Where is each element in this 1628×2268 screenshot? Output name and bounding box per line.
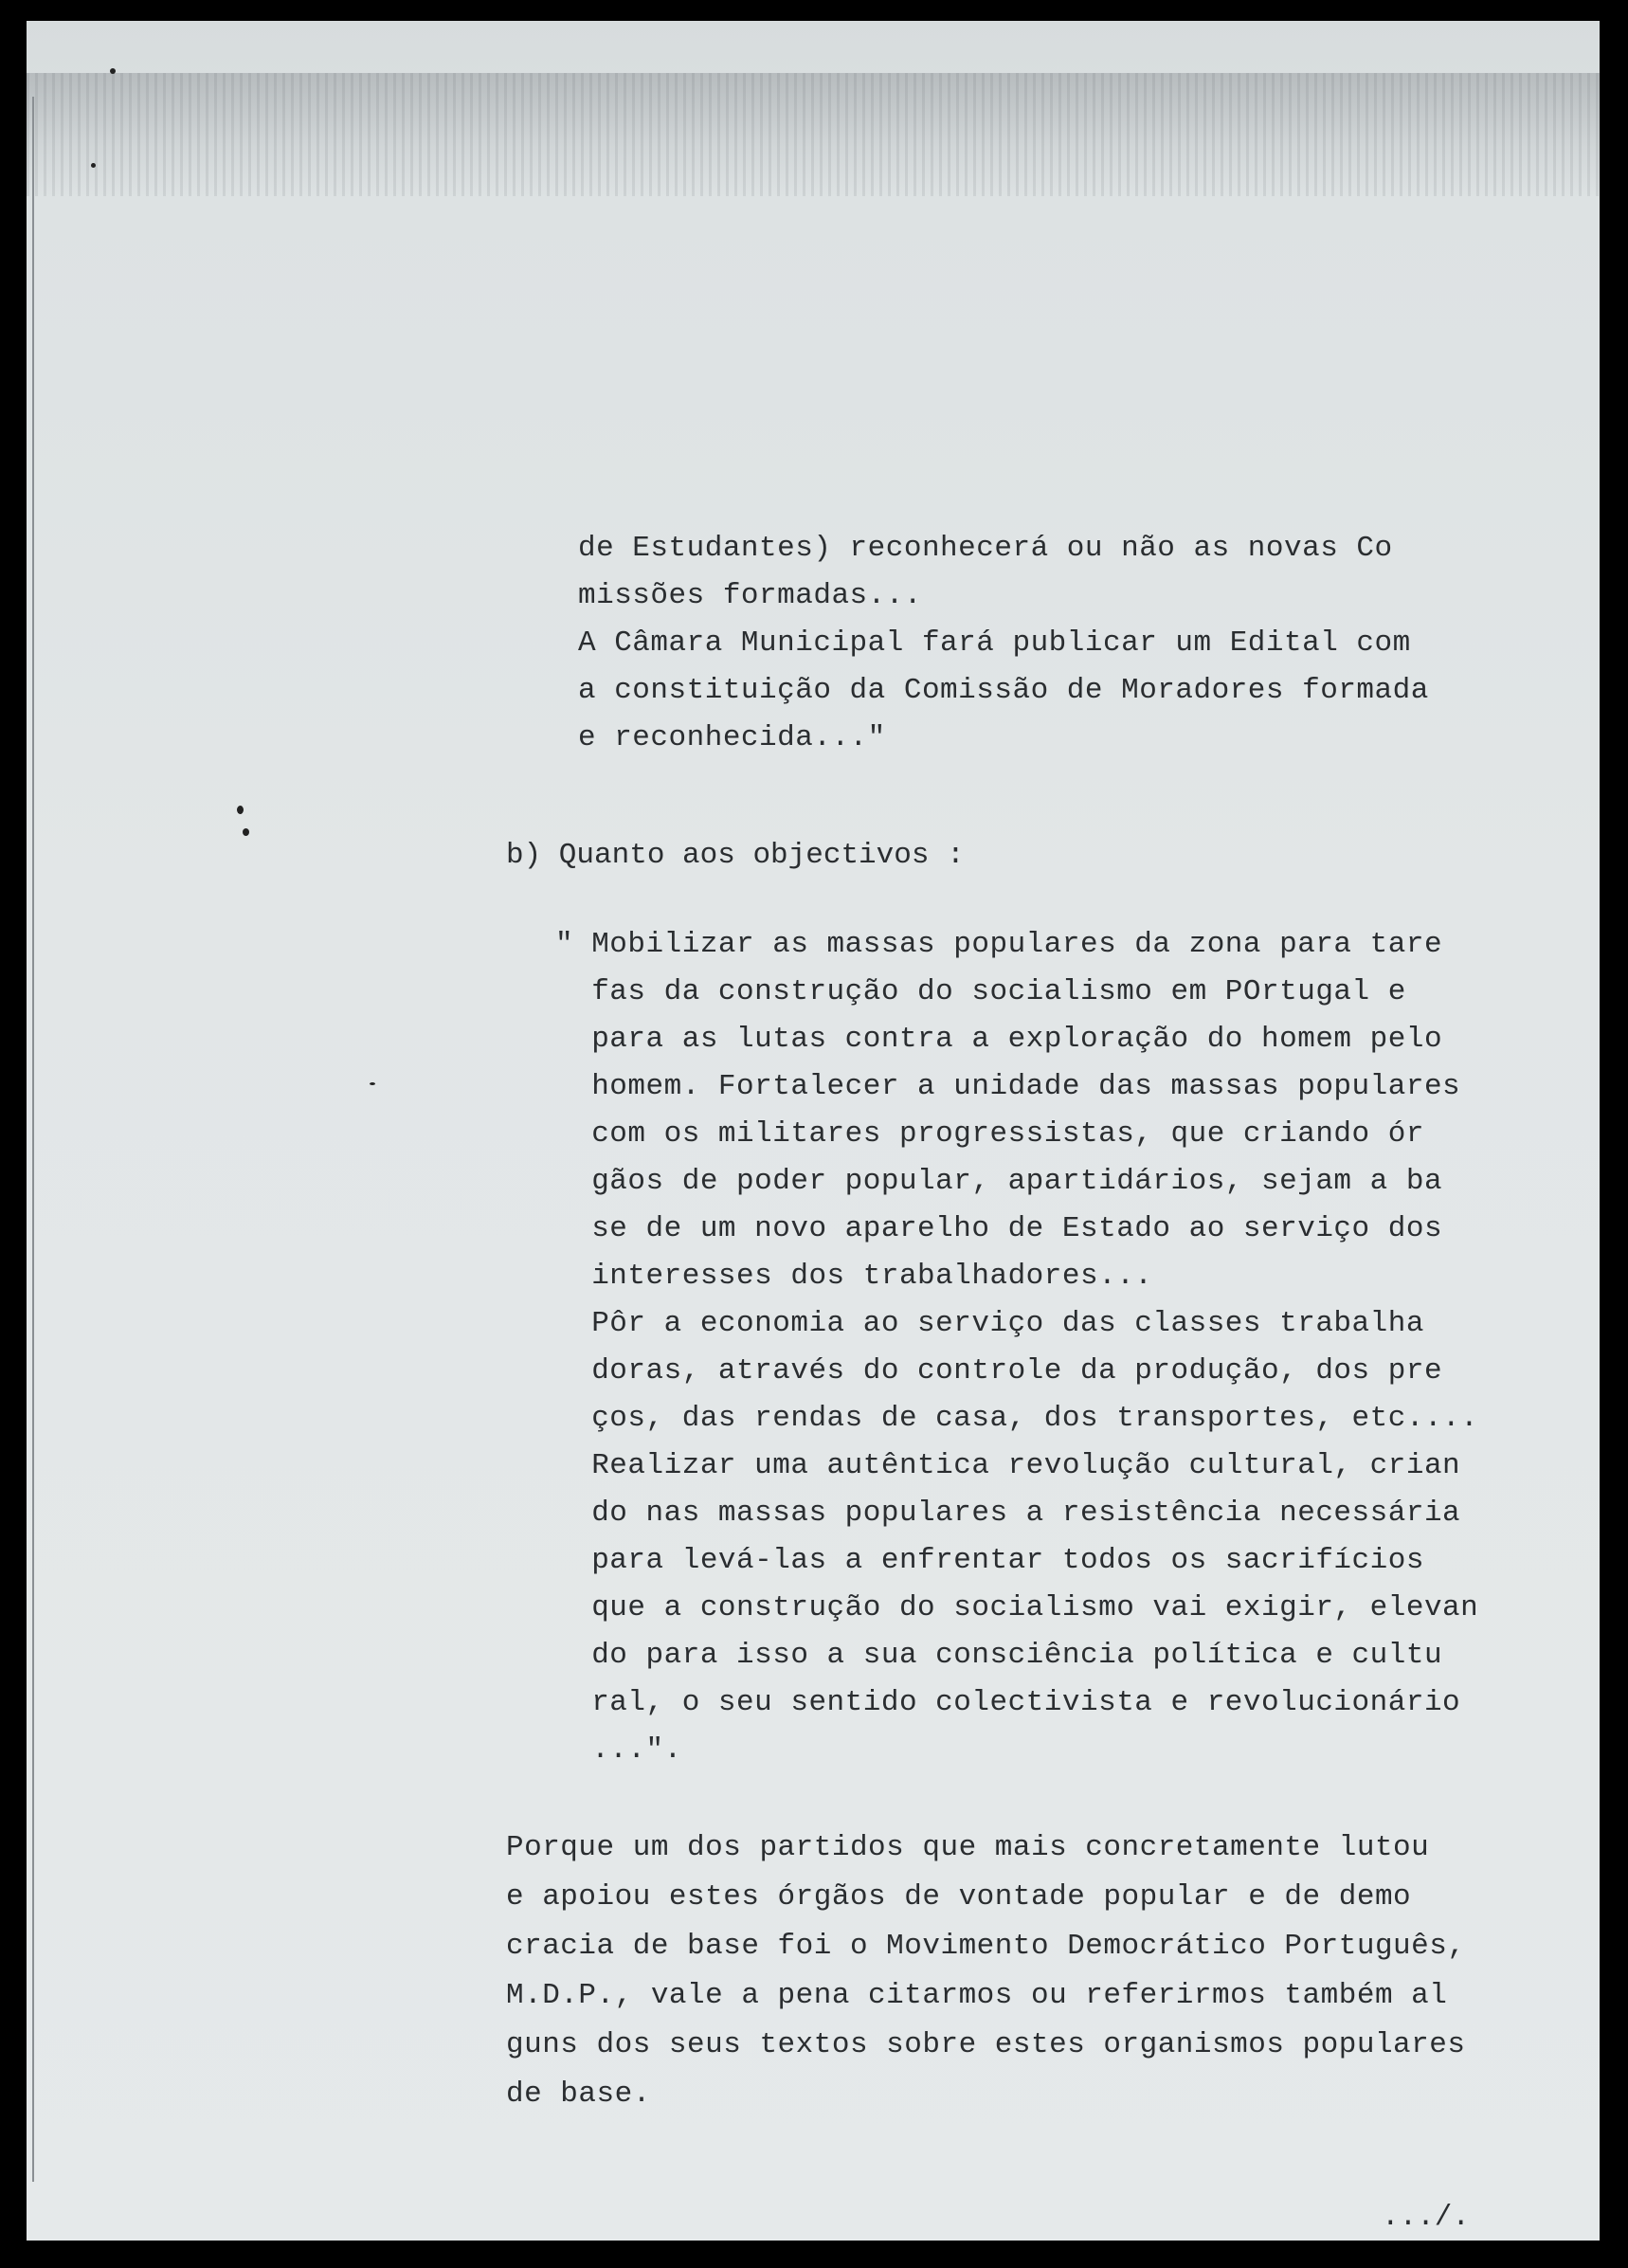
section-heading: b) Quanto aos objectivos : [506, 839, 965, 872]
page-continuation-mark: .../. [1382, 2201, 1471, 2234]
binding-edge-line [32, 97, 34, 2182]
text-line: do para isso a sua consciência política e cultu [555, 1639, 1443, 1672]
text-line: e reconhecida..." [578, 721, 886, 754]
text-line: Pôr a economia ao serviço das classes trabalha [555, 1307, 1424, 1340]
ink-speck [91, 163, 96, 168]
text-line: e apoiou estes órgãos de vontade popular e de demo [506, 1880, 1412, 1914]
text-line: se de um novo aparelho de Estado ao serviço dos [555, 1212, 1443, 1245]
text-line: do nas massas populares a resistência necessária [555, 1497, 1461, 1530]
text-line: fas da construção do socialismo em POrtugal e [555, 975, 1406, 1008]
text-line: que a construção do socialismo vai exigir, elevan [555, 1591, 1479, 1624]
text-line: " Mobilizar as massas populares da zona para tare [555, 928, 1443, 961]
text-line: de Estudantes) reconhecerá ou não as novas Co [578, 532, 1393, 565]
text-line: gãos de poder popular, apartidários, sejam a ba [555, 1165, 1443, 1198]
text-line: missões formadas... [578, 579, 922, 612]
document-page [27, 21, 1600, 2241]
text-line: Realizar uma autêntica revolução cultural, crian [555, 1449, 1461, 1482]
text-line: cracia de base foi o Movimento Democrático Português, [506, 1930, 1466, 1963]
text-line: A Câmara Municipal fará publicar um Edital com [578, 626, 1411, 660]
text-line: com os militares progressistas, que criando ór [555, 1117, 1424, 1151]
text-line: a constituição da Comissão de Moradores formada [578, 674, 1429, 707]
ink-speck [110, 68, 116, 74]
text-line: para levá-las a enfrentar todos os sacrifícios [555, 1544, 1424, 1577]
text-line: guns dos seus textos sobre estes organismos populares [506, 2028, 1466, 2061]
text-line: Porque um dos partidos que mais concretamente lutou [506, 1831, 1430, 1864]
text-line: para as lutas contra a exploração do homem pelo [555, 1023, 1443, 1056]
ink-speck [237, 806, 244, 814]
text-line: M.D.P., vale a pena citarmos ou referirmos também al [506, 1979, 1448, 2012]
text-line: ços, das rendas de casa, dos transportes, etc.... [555, 1402, 1479, 1435]
scan-artifact-band [27, 73, 1600, 196]
text-line: ...". [555, 1733, 682, 1767]
text-line: interesses dos trabalhadores... [555, 1260, 1153, 1293]
text-line: doras, através do controle da produção, dos pre [555, 1354, 1443, 1388]
text-line: de base. [506, 2077, 651, 2111]
text-line: homem. Fortalecer a unidade das massas populares [555, 1070, 1461, 1103]
ink-speck [243, 828, 249, 836]
ink-speck [370, 1082, 375, 1085]
text-line: ral, o seu sentido colectivista e revolucionário [555, 1686, 1461, 1719]
